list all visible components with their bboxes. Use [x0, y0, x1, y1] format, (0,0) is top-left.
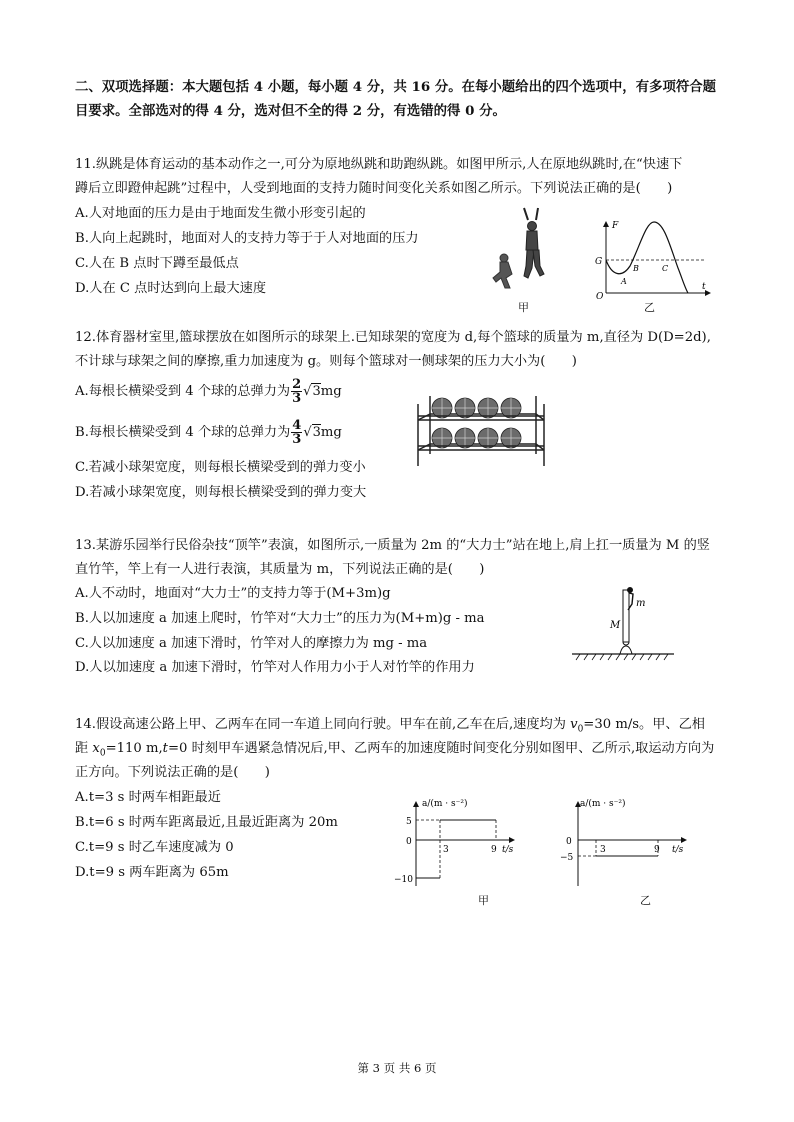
q12-option-b-fraction — [291, 419, 302, 446]
q14-jia-tick-5: 5 — [406, 817, 412, 827]
q12-option-d: D.若减小球架宽度，则每根长横梁受到的弹力变大 — [75, 485, 367, 500]
q13-stem-line2: 直竹竿，竿上有一人进行表演，其质量为 m，下列说法正确的是( ) — [75, 562, 485, 577]
q11-graph-x-label: t — [702, 282, 706, 292]
q11-option-a: A.人对地面的压力是由于地面发生微小形变引起的 — [75, 206, 366, 221]
q14-stem-line1-pre: 14.假设高速公路上甲、乙两车在同一车道上同向行驶。甲车在前,乙车在后,速度均为 — [75, 717, 571, 732]
section-header-line1: 二、双项选择题：本大题包括 4 小题，每小题 4 分，共 16 分。在每小题给出的四个选项中，有多项符合题 — [75, 79, 717, 95]
q13-figure-label-m: m — [636, 598, 646, 609]
q14-stem-var-t: t — [162, 741, 168, 756]
q14-jia-xtick-3: 3 — [443, 845, 449, 855]
q13-option-d: D.人以加速度 a 加速下滑时，竹竿对人作用力小于人对竹竿的作用力 — [75, 660, 475, 675]
q12-option-b-radicand: 3 — [312, 425, 321, 440]
q14-stem-var-v-sub: 0 — [577, 724, 584, 735]
q12-option-a-sqrt — [303, 383, 321, 399]
q14-graph-yi — [554, 796, 690, 890]
q14-yi-xtick-9: 9 — [654, 845, 660, 855]
q11-option-c: C.人在 B 点时下蹲至最低点 — [75, 256, 239, 271]
q13-stem-line1: 13.某游乐园举行民俗杂技“顶竿”表演，如图所示,一质量为 2m 的“大力士”站在地上,肩上扛一质量为 M 的竖 — [75, 538, 710, 553]
q14-jia-tick-0: 0 — [406, 837, 412, 847]
q11-figure-yi-caption: 乙 — [644, 301, 655, 314]
q11-graph-point-b: B — [633, 264, 639, 273]
q14-jia-x-label: t/s — [502, 845, 514, 855]
q12-option-a-fraction — [291, 378, 302, 405]
q14-option-c: C.t=9 s 时乙车速度减为 0 — [75, 840, 234, 855]
q11-figure-jia-athletes — [488, 206, 558, 298]
q14-stem-var-x-sub: 0 — [99, 748, 106, 759]
q12-option-c: C.若减小球架宽度，则每根长横梁受到的弹力变小 — [75, 460, 366, 475]
q12-option-a-sqrt-sign: √ — [303, 384, 312, 399]
q13-figure-label-M: M — [610, 620, 621, 631]
q11-stem-line1: 11.纵跳是体育运动的基本动作之一,可分为原地纵跳和助跑纵跳。如图甲所示,人在原地纵跳时,在“快速下 — [75, 157, 683, 172]
q12-option-a-unit: mg — [320, 384, 342, 399]
q11-option-d: D.人在 C 点时达到向上最大速度 — [75, 281, 267, 296]
q14-stem-line2-post: =0 时刻甲车遇紧急情况后,甲、乙两车的加速度随时间变化分别如图甲、乙所示,取运动方向为 — [167, 741, 715, 756]
q13-figure-pole-act — [570, 584, 676, 662]
q14-stem-line2-pre: 距 — [75, 741, 93, 756]
q13-option-b: B.人以加速度 a 加速上爬时，竹竿对“大力士”的压力为(M+m)g - ma — [75, 611, 485, 626]
q11-figure-yi-graph — [592, 216, 714, 300]
q13-option-a: A.人不动时，地面对“大力士”的支持力等于(M+3m)g — [75, 586, 391, 601]
q14-graph-jia — [386, 796, 518, 890]
q12-option-b-sqrt — [303, 424, 321, 440]
q14-stem-line3: 正方向。下列说法正确的是( ) — [75, 765, 270, 780]
q11-graph-point-a: A — [621, 277, 627, 286]
q13-option-c: C.人以加速度 a 加速下滑时，竹竿对人的摩擦力为 mg - ma — [75, 636, 428, 651]
q14-yi-tick-0: 0 — [566, 837, 572, 847]
q12-option-b-text: B.每根长横梁受到 4 个球的总弹力为 — [75, 425, 291, 440]
q11-graph-force-curve — [606, 222, 688, 293]
q14-graph-jia-caption: 甲 — [478, 894, 489, 907]
q14-jia-xtick-9: 9 — [491, 845, 497, 855]
q14-stem-var-x: x — [92, 741, 100, 756]
q14-stem-line2 — [75, 740, 714, 763]
q12-option-a-text: A.每根长横梁受到 4 个球的总弹力为 — [75, 384, 291, 399]
q12-option-b-denominator: 3 — [292, 432, 302, 447]
q12-option-b — [75, 419, 342, 446]
q14-yi-tick-neg5: −5 — [560, 853, 574, 863]
q14-yi-x-label: t/s — [672, 845, 684, 855]
q12-option-a-numerator: 2 — [292, 377, 302, 392]
q14-graph-yi-caption: 乙 — [640, 894, 651, 907]
q14-stem-line1 — [75, 716, 705, 739]
q14-stem-var-v: v — [570, 717, 578, 732]
q11-graph-g-label: G — [595, 257, 603, 267]
q14-option-d: D.t=9 s 两车距离为 65m — [75, 865, 229, 880]
q12-option-a — [75, 378, 342, 405]
q11-graph-y-label: F — [612, 221, 619, 231]
q14-option-a: A.t=3 s 时两车相距最近 — [75, 790, 221, 805]
q11-graph-origin: O — [596, 292, 604, 300]
q14-stem-line2-mid: =110 m, — [105, 741, 163, 756]
q14-jia-y-label: a/(m · s⁻²) — [422, 799, 468, 809]
q12-option-b-numerator: 4 — [292, 418, 302, 433]
q14-stem-line1-post: =30 m/s。甲、乙相 — [583, 717, 705, 732]
section-header-line2: 目要求。全部选对的得 4 分，选对但不全的得 2 分，有选错的得 0 分。 — [75, 103, 506, 119]
q12-option-b-sqrt-sign: √ — [303, 425, 312, 440]
q12-stem-line2: 不计球与球架之间的摩擦,重力加速度为 g。则每个篮球对一侧球架的压力大小为( ) — [75, 354, 577, 369]
q12-option-b-unit: mg — [320, 425, 342, 440]
q11-option-b: B.人向上起跳时，地面对人的支持力等于于人对地面的压力 — [75, 231, 419, 246]
q11-figure-jia-caption: 甲 — [518, 301, 529, 314]
q14-option-b: B.t=6 s 时两车距离最近,且最近距离为 20m — [75, 815, 338, 830]
q12-option-a-denominator: 3 — [292, 391, 302, 406]
q12-figure-basketball-rack — [412, 392, 550, 468]
q14-yi-y-label: a/(m · s⁻²) — [580, 799, 626, 809]
q12-stem-line1: 12.体育器材室里,篮球摆放在如图所示的球架上.已知球架的宽度为 d,每个篮球的质量为 m,直径为 D(D=2d), — [75, 330, 711, 345]
q11-graph-point-c: C — [662, 264, 669, 273]
q11-stem-line2: 蹲后立即蹬伸起跳”过程中，人受到地面的支持力随时间变化关系如图乙所示。下列说法正确的是( ) — [75, 181, 673, 196]
page-footer: 第 3 页 共 6 页 — [357, 1061, 437, 1075]
q14-jia-tick-neg10: −10 — [394, 875, 413, 885]
q12-option-a-radicand: 3 — [312, 384, 321, 399]
q14-yi-xtick-3: 3 — [600, 845, 606, 855]
